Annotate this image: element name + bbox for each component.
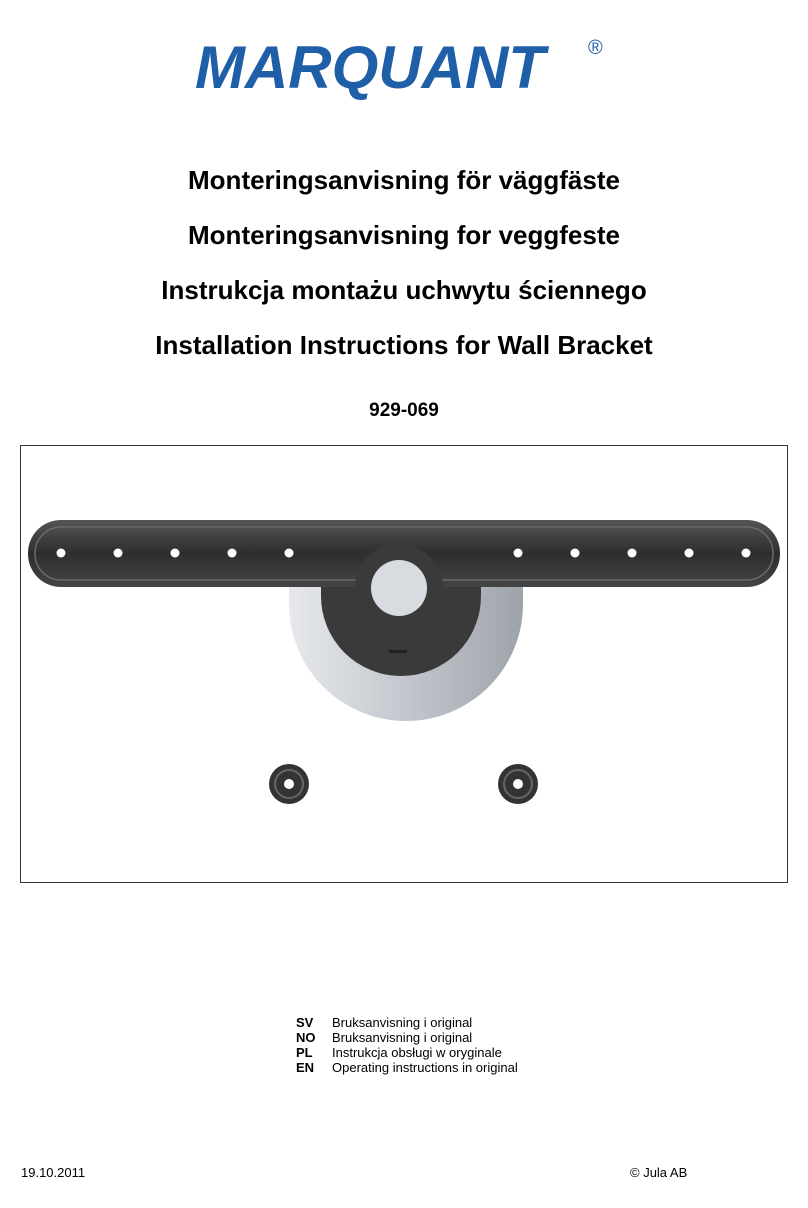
rail-hole: [114, 549, 123, 558]
rail-hole: [742, 549, 751, 558]
footer-date: 19.10.2011: [21, 1165, 86, 1180]
language-text: Bruksanvisning i original: [332, 1030, 473, 1045]
title-english: Installation Instructions for Wall Bracket: [155, 330, 653, 360]
logo-text: MARQUANT: [195, 34, 545, 101]
marquant-logo: [190, 20, 620, 120]
rail-hole: [57, 549, 66, 558]
wall-bracket-illustration: [21, 446, 787, 882]
rail-hole: [628, 549, 637, 558]
rail-hole: [571, 549, 580, 558]
washer-right: [498, 764, 538, 804]
model-number: 929-069: [369, 400, 439, 421]
rail-hole: [228, 549, 237, 558]
title-polish: Instrukcja montażu uchwytu ściennego: [161, 275, 647, 305]
footer-copyright: © Jula AB: [630, 1165, 688, 1180]
mount-slot: [389, 650, 407, 653]
title-block: [0, 160, 808, 380]
language-code: PL: [296, 1045, 313, 1060]
washer-left: [269, 764, 309, 804]
language-list: [296, 1015, 518, 1075]
language-text: Operating instructions in original: [332, 1060, 518, 1075]
product-illustration-frame: [20, 445, 788, 883]
language-code: NO: [296, 1030, 316, 1045]
language-code: SV: [296, 1015, 314, 1030]
title-swedish: Monteringsanvisning för väggfäste: [188, 165, 620, 195]
language-row: [296, 1015, 518, 1030]
registered-mark: ®: [588, 37, 603, 59]
language-row: [296, 1060, 518, 1075]
hub-center-disc: [371, 560, 427, 616]
rail-hole: [171, 549, 180, 558]
rail-hole: [685, 549, 694, 558]
language-row: [296, 1045, 518, 1060]
language-text: Instrukcja obsługi w oryginale: [332, 1045, 502, 1060]
title-norwegian: Monteringsanvisning for veggfeste: [188, 220, 620, 250]
rail-hole: [285, 549, 294, 558]
rail-hole: [514, 549, 523, 558]
language-code: EN: [296, 1060, 315, 1075]
language-row: [296, 1030, 518, 1045]
language-text: Bruksanvisning i original: [332, 1015, 473, 1030]
